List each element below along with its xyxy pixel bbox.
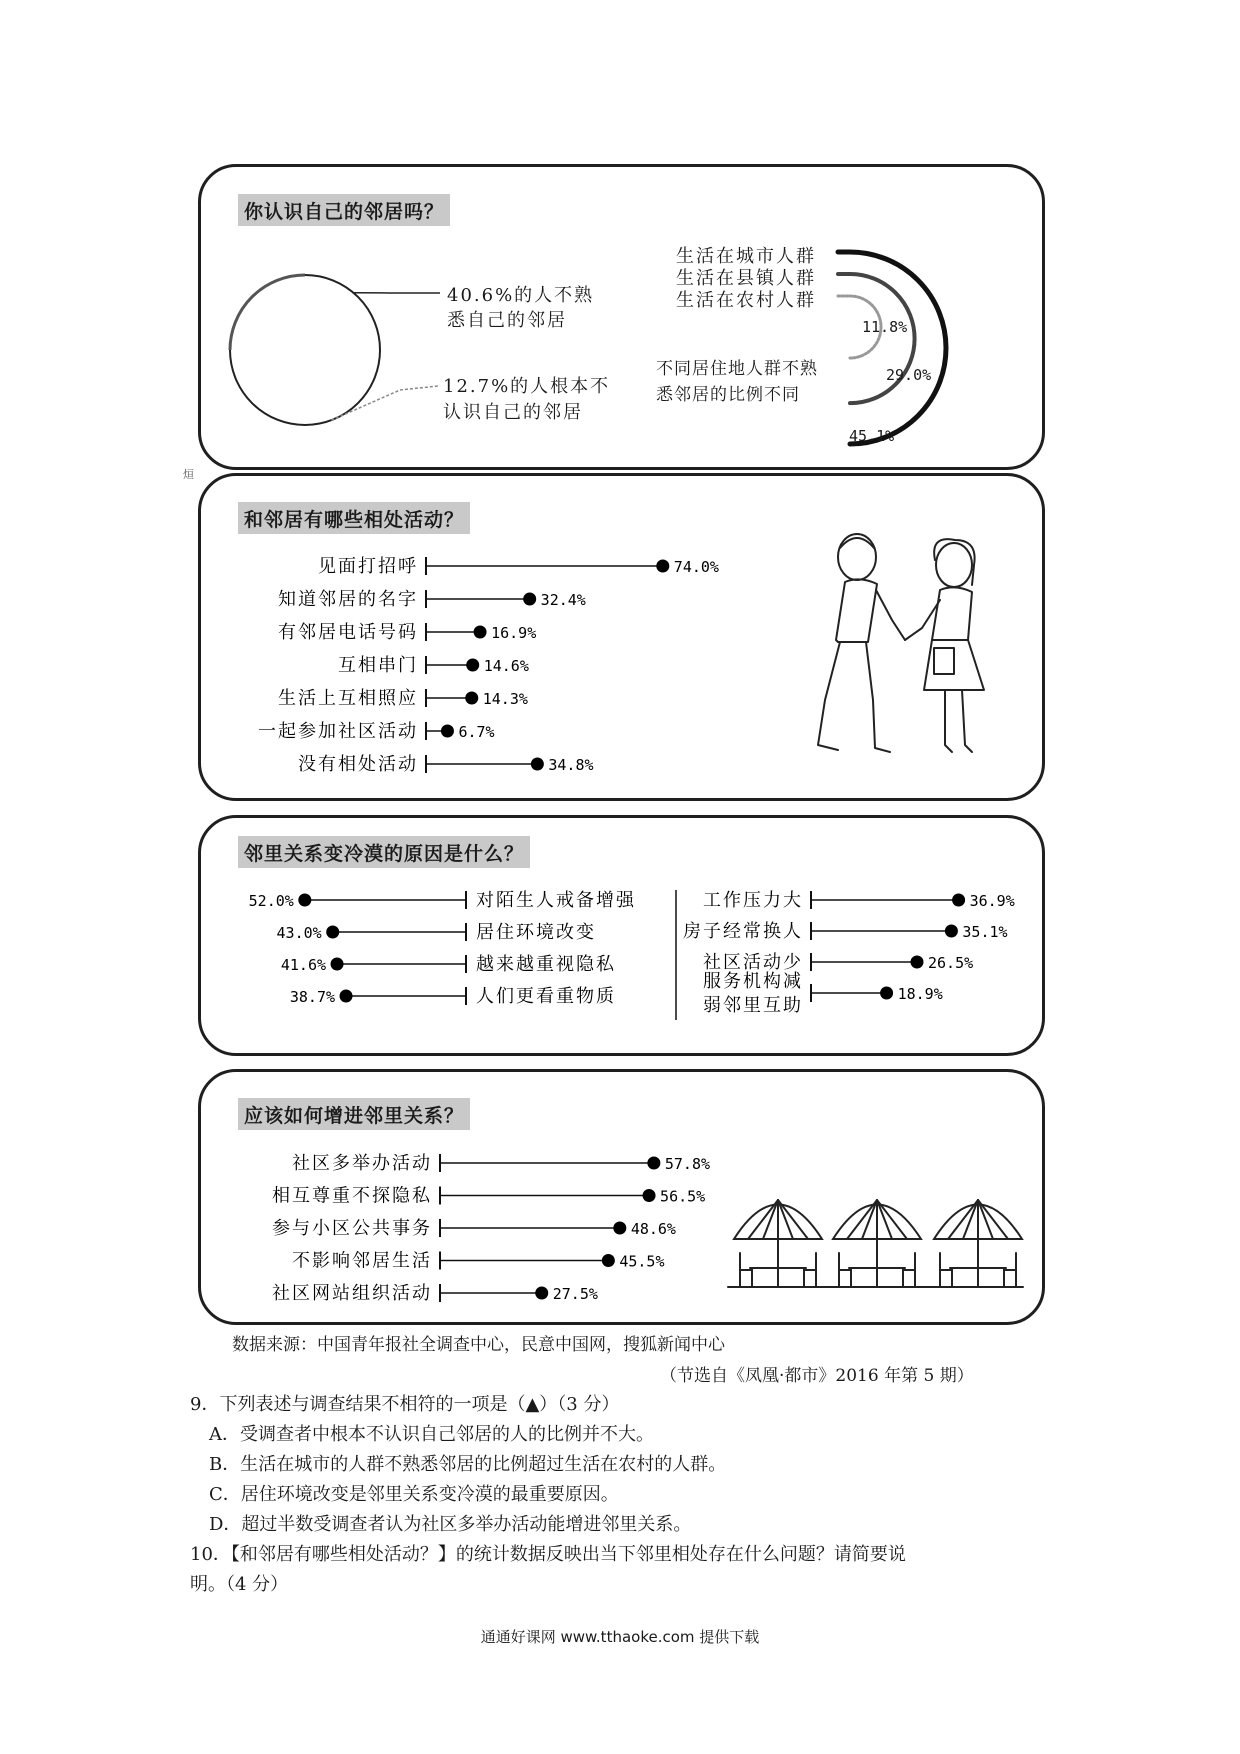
question-9: 9．下列表述与调查结果不相符的一项是（▲）（3 分） [190, 1394, 620, 1415]
umbrella-rib-1-4 [877, 1200, 907, 1239]
improve-category-4: 社区网站组织活动 [272, 1283, 432, 1304]
activity-value-label-0: 74.0% [673, 558, 719, 576]
reason-left-category-3: 人们更看重物质 [476, 986, 616, 1007]
panel3-title: 邻里关系变冷漠的原因是什么？ [238, 836, 530, 868]
question-10-line1: 10．【和邻居有哪些相处活动？】的统计数据反映出当下邻里相处存在什么问题？请简要说 [190, 1544, 906, 1565]
improve-dot-4 [535, 1287, 548, 1300]
reason-right-value-label-0: 36.9% [969, 892, 1015, 910]
umbrella-rib-0-4 [778, 1200, 808, 1239]
q9-option-b: B．生活在城市的人群不熟悉邻居的比例超过生活在农村的人群。 [209, 1454, 727, 1475]
umbrella-rib-0-0 [748, 1200, 778, 1239]
improve-value-label-3: 45.5% [619, 1252, 665, 1271]
reason-left-value-label-1: 43.0% [276, 924, 322, 942]
panel1-title: 你认识自己的邻居吗？ [238, 194, 450, 226]
chair-right-2 [1004, 1253, 1016, 1287]
question-10-line2: 明。（4 分） [190, 1574, 289, 1595]
q9-option-a: A．受调查者中根本不认识自己邻居的人的比例并不大。 [209, 1424, 654, 1445]
improve-dot-0 [647, 1157, 660, 1170]
improve-dot-2 [613, 1222, 626, 1235]
legend-town: 生活在县镇人群 [676, 268, 816, 289]
activity-category-3: 互相串门 [338, 655, 418, 676]
activity-value-label-6: 34.8% [548, 756, 594, 774]
activity-category-2: 有邻居电话号码 [278, 622, 418, 643]
reason-right-value-label-3: 18.9% [897, 985, 943, 1003]
umbrella-rib-2-0 [948, 1200, 978, 1239]
stat2-line1: 12.7%的人根本不 [443, 376, 611, 397]
value-rural: 11.8% [862, 318, 908, 336]
reason-right-category-1: 房子经常换人 [683, 921, 803, 942]
value-city: 45.1% [849, 427, 895, 445]
reason-left-value-label-2: 41.6% [280, 956, 327, 974]
stray-mark: 烜 [183, 468, 194, 481]
reason-right-category-3-line-0: 服务机构减 [703, 971, 803, 992]
citation: （节选自《凤凰·都市》2016 年第 5 期） [660, 1366, 974, 1386]
reason-right-value-label-2: 26.5% [928, 954, 974, 972]
improve-category-0: 社区多举办活动 [292, 1153, 432, 1174]
improve-category-1: 相互尊重不探隐私 [272, 1185, 432, 1207]
chair-right-1 [903, 1253, 915, 1287]
improve-value-label-1: 56.5% [660, 1187, 706, 1206]
activity-category-4: 生活上互相照应 [278, 688, 418, 709]
chair-left-2 [940, 1253, 952, 1287]
value-town: 29.0% [886, 366, 932, 384]
panel2-title: 和邻居有哪些相处活动？ [238, 502, 470, 534]
improve-dot-3 [602, 1254, 615, 1267]
reason-left-category-2: 越来越重视隐私 [476, 954, 616, 975]
note-line1: 不同居住地人群不熟 [656, 359, 818, 379]
activity-category-6: 没有相处活动 [298, 754, 418, 775]
chair-left-1 [839, 1253, 851, 1287]
improve-dot-1 [643, 1189, 656, 1202]
legend-city: 生活在城市人群 [676, 246, 816, 267]
activity-category-5: 一起参加社区活动 [258, 721, 418, 742]
stat2-line2: 认识自己的邻居 [443, 402, 583, 423]
activity-value-label-4: 14.3% [482, 690, 528, 708]
reason-right-value-label-1: 35.1% [962, 923, 1008, 941]
reason-right-category-2: 社区活动少 [703, 952, 803, 973]
q9-option-d: D．超过半数受调查者认为社区多举办活动能增进邻里关系。 [209, 1514, 692, 1535]
activity-value-label-1: 32.4% [540, 591, 586, 609]
reason-left-category-0: 对陌生人戒备增强 [476, 890, 636, 911]
reason-left-category-1: 居住环境改变 [476, 922, 596, 943]
activity-value-label-3: 14.6% [483, 657, 529, 675]
umbrella-rib-1-0 [847, 1200, 877, 1239]
activity-category-0: 见面打招呼 [318, 556, 418, 577]
reason-right-category-3-line-1: 弱邻里互助 [703, 995, 803, 1016]
chair-right-0 [804, 1253, 816, 1287]
improve-value-label-0: 57.8% [664, 1155, 711, 1173]
q9-option-c: C．居住环境改变是邻里关系变冷漠的最重要原因。 [209, 1484, 619, 1505]
stat1-line1: 40.6%的人不熟 [447, 285, 595, 306]
reason-left-value-label-0: 52.0% [248, 892, 294, 910]
improve-category-2: 参与小区公共事务 [272, 1218, 432, 1239]
panel4-title: 应该如何增进邻里关系？ [238, 1098, 470, 1130]
activity-value-label-2: 16.9% [491, 624, 537, 642]
umbrella-illustration [728, 1200, 1023, 1287]
note-line2: 悉邻居的比例不同 [656, 385, 800, 405]
reason-right-category-0: 工作压力大 [703, 890, 803, 911]
legend-rural: 生活在农村人群 [676, 290, 816, 311]
improve-value-label-2: 48.6% [630, 1220, 676, 1238]
footer-download-note: 通通好课网 www.tthaoke.com 提供下载 [480, 1628, 760, 1646]
chair-left-0 [740, 1253, 752, 1287]
activity-category-1: 知道邻居的名字 [278, 589, 418, 610]
umbrella-rib-2-4 [978, 1200, 1008, 1239]
reason-left-value-label-3: 38.7% [289, 988, 336, 1006]
data-source: 数据来源：中国青年报社全调查中心，民意中国网，搜狐新闻中心 [232, 1335, 725, 1355]
improve-value-label-4: 27.5% [552, 1285, 598, 1303]
activity-value-label-5: 6.7% [458, 723, 495, 741]
stat1-line2: 悉自己的邻居 [447, 310, 567, 331]
improve-category-3: 不影响邻居生活 [292, 1250, 432, 1272]
